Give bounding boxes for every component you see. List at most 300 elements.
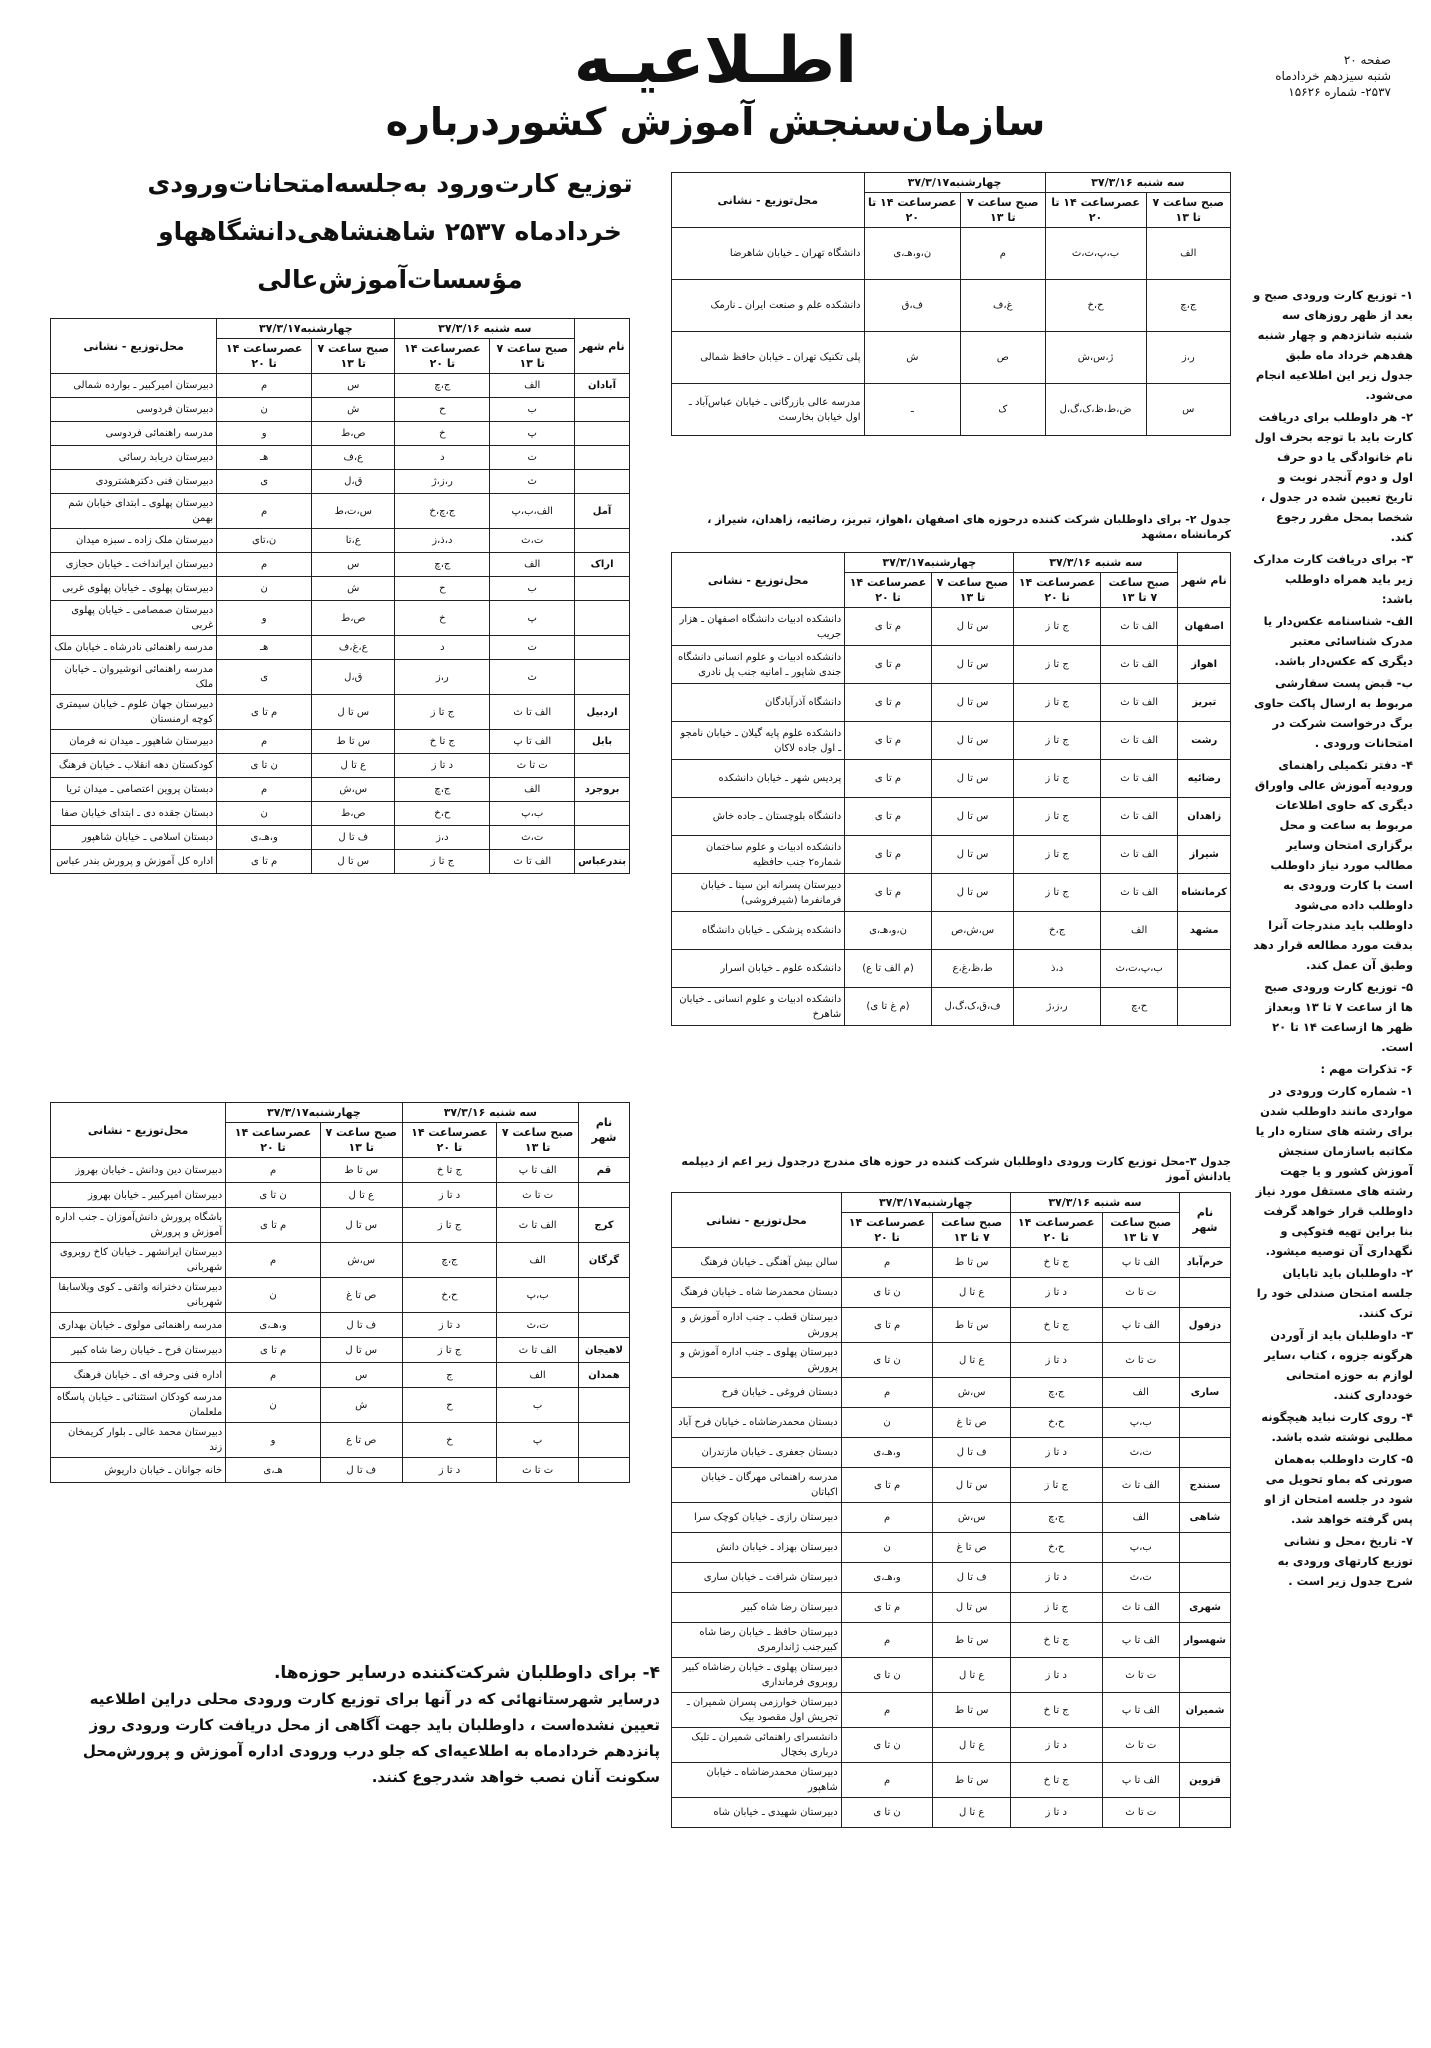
table-row — [672, 722, 1231, 760]
city-cell — [575, 601, 630, 636]
letters-cell: س — [312, 553, 395, 577]
city-cell: شهسوار — [1180, 1623, 1231, 1658]
address-cell: دانشکده علم و صنعت ایران ـ نارمک — [672, 280, 865, 332]
letters-cell: د — [395, 446, 490, 470]
letters-cell: الف — [497, 1363, 579, 1388]
address-cell: دبستان جعفری ـ خیابان مازندران — [672, 1438, 842, 1468]
table-row — [672, 608, 1231, 646]
table-row — [672, 798, 1231, 836]
letters-cell: ن تا ی — [841, 1343, 933, 1378]
letters-cell: ت،ث — [497, 1313, 579, 1338]
city-cell — [575, 754, 630, 778]
letters-cell: م تا ی — [217, 850, 312, 874]
address-cell: دانشکده ادبیات و علوم ساختمان شماره۲ جنب حافظیه — [672, 836, 845, 874]
letters-cell: ث — [490, 660, 575, 695]
wednesday-header: چهارشنبه۳۷/۳/۱۷ — [841, 1193, 1010, 1213]
address-cell: دبیرستان شهیدی ـ خیابان شاه — [672, 1798, 842, 1828]
instruction-paragraph: ۳- برای دریافت کارت مدارک زیر باید همراه داوطلب باشد: — [1253, 552, 1413, 606]
letters-cell: ن تا ی — [841, 1278, 933, 1308]
address-cell: دبستان جقده دی ـ ابتدای خیابان صفا — [51, 802, 217, 826]
issue-number: ۲۵۳۷- شماره ۱۵۶۲۶ — [1288, 85, 1391, 99]
city-cell — [1180, 1658, 1231, 1693]
letters-cell: الف تا ث — [1102, 1593, 1179, 1623]
table-row — [672, 280, 1231, 332]
letters-cell: م تا ی — [841, 1593, 933, 1623]
letters-cell: ح — [395, 398, 490, 422]
address-cell: خانه جوانان ـ خیابان داریوش — [51, 1458, 226, 1483]
address-cell: دبیرستان پهلوی ـ خیابان رضاشاه کبیر روبروی فرمانداری — [672, 1658, 842, 1693]
page-subtitle: سازمان‌سنجش آموزش کشوردرباره — [385, 100, 1046, 144]
letters-cell: ج — [402, 1363, 497, 1388]
time-header: عصرساعت ۱۴ تا ۲۰ — [1014, 573, 1101, 608]
table-row — [672, 1658, 1231, 1693]
address-cell: باشگاه پرورش دانش‌آموزان ـ جنب اداره آموزش و پرورش — [51, 1208, 226, 1243]
instruction-paragraph: ۳- داوطلبان باید از آوردن هرگونه جزوه ، کتاب ،سایر لوازم به حوزه امتحانی خودداری کنند. — [1264, 1328, 1413, 1402]
letters-cell: م تا ی — [226, 1338, 321, 1363]
section-4 — [60, 1660, 660, 1790]
letters-cell: ب — [490, 577, 575, 601]
address-cell: دبستان فروغی ـ خیابان فرح — [672, 1378, 842, 1408]
letters-cell: الف — [490, 778, 575, 802]
address-cell: دبیرستان دریابد رسائی — [51, 446, 217, 470]
letters-cell: ن — [841, 1408, 933, 1438]
letters-cell: پ — [490, 601, 575, 636]
letters-cell: ج تا ز — [1014, 646, 1101, 684]
letters-cell: ت تا ث — [1102, 1798, 1179, 1828]
time-header: عصرساعت ۱۴ تا ۲۰ — [402, 1123, 497, 1158]
letters-cell: ن — [217, 802, 312, 826]
letters-cell: الف تا ث — [1100, 684, 1178, 722]
letters-cell: ج تا ز — [1014, 836, 1101, 874]
letters-cell: ص تا غ — [933, 1533, 1010, 1563]
letters-cell: ف تا ل — [320, 1458, 402, 1483]
letters-cell: ج تا ز — [1010, 1468, 1102, 1503]
table-row — [51, 695, 630, 730]
table-row — [51, 1278, 630, 1313]
letters-cell: ع تا ل — [933, 1728, 1010, 1763]
header-row — [51, 1103, 630, 1123]
city-cell: قم — [579, 1158, 630, 1183]
city-cell: اصفهان — [1178, 608, 1231, 646]
letters-cell: ج تا ز — [395, 695, 490, 730]
letters-cell: م — [226, 1158, 321, 1183]
letters-cell: ح،خ — [1010, 1533, 1102, 1563]
address-cell: مدرسه کودکان استثنائی ـ خیابان پاسگاه ملعلمان — [51, 1388, 226, 1423]
letters-cell: ر،ز — [1146, 332, 1230, 384]
address-cell: دبیرستان فنی دکترهشترودی — [51, 470, 217, 494]
table-row — [672, 1593, 1231, 1623]
table2-caption: جدول ۲- برای داوطلبان شرکت کننده درحوزه های اصفهان ،اهواز، تبریز، رضائیه، زاهدان، شیراز ، کرمانشاه ،مشهد — [707, 513, 1231, 541]
letters-cell: س تا ل — [931, 646, 1014, 684]
letters-cell: د تا ز — [1010, 1563, 1102, 1593]
letters-cell: هـ — [217, 446, 312, 470]
letters-cell: ج تا خ — [1010, 1693, 1102, 1728]
letters-cell: ث — [490, 470, 575, 494]
letters-cell: د تا ز — [1010, 1798, 1102, 1828]
table-row — [672, 646, 1231, 684]
letters-cell: الف تا ث — [1100, 646, 1178, 684]
letters-cell: د،ذ — [1014, 950, 1101, 988]
letters-cell: س تا ط — [933, 1248, 1010, 1278]
table-row — [51, 850, 630, 874]
letters-cell: الف تا پ — [1102, 1693, 1179, 1728]
table-row — [672, 384, 1231, 436]
letters-cell: ف،ق — [864, 280, 961, 332]
letters-cell: د تا ز — [1010, 1658, 1102, 1693]
letters-cell: ن — [841, 1533, 933, 1563]
letters-cell: پ — [497, 1423, 579, 1458]
wednesday-header: چهارشنبه۳۷/۳/۱۷ — [845, 553, 1014, 573]
letters-cell: ج تا ز — [1014, 874, 1101, 912]
letters-cell: م — [841, 1248, 933, 1278]
city-cell: آمل — [575, 494, 630, 529]
city-cell: شهری — [1180, 1593, 1231, 1623]
table-row — [51, 470, 630, 494]
city-cell: زاهدان — [1178, 798, 1231, 836]
tuesday-header: سه شنبه ۳۷/۳/۱۶ — [1014, 553, 1178, 573]
address-cell: دبیرستان شرافت ـ خیابان ساری — [672, 1563, 842, 1593]
city-cell — [1180, 1533, 1231, 1563]
city-cell — [579, 1388, 630, 1423]
letters-cell: س — [312, 374, 395, 398]
time-header: صبح ساعت ۷ تا ۱۳ — [1146, 193, 1230, 228]
left-table-2 — [50, 1102, 630, 1483]
letters-cell: س تا ط — [312, 730, 395, 754]
letters-cell: ب — [497, 1388, 579, 1423]
address-cell: دبستان اسلامی ـ خیابان شاهپور — [51, 826, 217, 850]
address-cell: مدرسه عالی بازرگانی ـ خیابان عباس‌آباد ـ اول خیابان بخارست — [672, 384, 865, 436]
letters-cell: ک — [961, 384, 1045, 436]
letters-cell: ت تا ث — [497, 1458, 579, 1483]
wednesday-header: چهارشنبه۳۷/۳/۱۷ — [864, 173, 1045, 193]
table-row — [672, 1728, 1231, 1763]
letters-cell: س تا ل — [933, 1468, 1010, 1503]
place-header: محل‌توزیع - نشانی — [672, 553, 845, 608]
letters-cell: س،ش — [312, 778, 395, 802]
letters-cell: و،هـ،ی — [217, 826, 312, 850]
letters-cell: س تا ل — [931, 798, 1014, 836]
letters-cell: ج تا خ — [1010, 1623, 1102, 1658]
address-cell: مدرسه راهنمائی مولوی ـ خیابان بهداری — [51, 1313, 226, 1338]
letters-cell: ج تا ز — [1014, 684, 1101, 722]
letters-cell: ج،چ — [1010, 1503, 1102, 1533]
letters-cell: د،ز — [395, 826, 490, 850]
city-cell: سنندج — [1180, 1468, 1231, 1503]
letters-cell: ن تا ی — [841, 1728, 933, 1763]
address-cell: دبیرستان پهلوی ـ ابتدای خیابان شم بهمن — [51, 494, 217, 529]
letters-cell: ص تا ع — [320, 1423, 402, 1458]
address-cell: دبیرستان امیرکبیر ـ خیابان بهروز — [51, 1183, 226, 1208]
city-cell: کرمانشاه — [1178, 874, 1231, 912]
table-row — [51, 778, 630, 802]
time-header: صبح ساعت ۷ تا ۱۳ — [961, 193, 1045, 228]
letters-cell: ح،خ — [1010, 1408, 1102, 1438]
letters-cell: هـ،ی — [226, 1458, 321, 1483]
table-row — [51, 754, 630, 778]
letters-cell: و،هـ،ی — [841, 1563, 933, 1593]
table-row — [51, 1458, 630, 1483]
table-row — [672, 684, 1231, 722]
table-row — [672, 1798, 1231, 1828]
letters-cell: ب،پ — [1102, 1408, 1179, 1438]
table-row — [672, 1248, 1231, 1278]
letters-cell: ژ،س،ش — [1045, 332, 1146, 384]
letters-cell: س،ش،ص — [931, 912, 1014, 950]
letters-cell: خ — [402, 1423, 497, 1458]
table-row — [672, 988, 1231, 1026]
address-cell: دانشگاه بلوچستان ـ جاده خاش — [672, 798, 845, 836]
letters-cell: د تا ز — [1010, 1728, 1102, 1763]
letters-cell: ن،تای — [217, 529, 312, 553]
letters-cell: ف،ق،ک،گ،ل — [931, 988, 1014, 1026]
letters-cell: ن — [217, 577, 312, 601]
letters-cell: م — [217, 778, 312, 802]
letters-cell: ع،غ،ف — [312, 636, 395, 660]
letters-cell: م — [841, 1763, 933, 1798]
letters-cell: ع تا ل — [933, 1658, 1010, 1693]
address-cell: مدرسه راهنمائی فردوسی — [51, 422, 217, 446]
table-row — [51, 494, 630, 529]
letters-cell: ج تا خ — [1010, 1248, 1102, 1278]
city-cell — [1180, 1343, 1231, 1378]
letters-cell: ر،ز،ژ — [1014, 988, 1101, 1026]
letters-cell: س تا ل — [312, 695, 395, 730]
table-row — [672, 1438, 1231, 1468]
letters-cell: س تا ل — [931, 608, 1014, 646]
letters-cell: ق،ل — [312, 660, 395, 695]
letters-cell: الف — [497, 1243, 579, 1278]
city-cell — [575, 446, 630, 470]
city-cell: اردبیل — [575, 695, 630, 730]
letters-cell: ب،پ — [490, 802, 575, 826]
table-row — [672, 332, 1231, 384]
city-cell: اراک — [575, 553, 630, 577]
letters-cell: الف تا پ — [1102, 1308, 1179, 1343]
letters-cell: الف تا پ — [1102, 1248, 1179, 1278]
letters-cell: ت تا ث — [1102, 1343, 1179, 1378]
letters-cell: ح — [402, 1388, 497, 1423]
table-row — [51, 1208, 630, 1243]
table-row — [51, 1363, 630, 1388]
letters-cell: س تا ط — [320, 1158, 402, 1183]
letters-cell: س تا ل — [931, 836, 1014, 874]
left-heading-line: توزیع کارت‌ورود به‌جلسه‌امتحانات‌ورودی — [147, 169, 633, 198]
letters-cell: ح،خ — [1045, 280, 1146, 332]
table-row — [51, 1423, 630, 1458]
letters-cell: ج تا ز — [1014, 798, 1101, 836]
letters-cell: ش — [320, 1388, 402, 1423]
letters-cell: ن تا ی — [217, 754, 312, 778]
address-cell: اداره کل آموزش و پرورش بندر عباس — [51, 850, 217, 874]
letters-cell: س تا ل — [320, 1338, 402, 1363]
letters-cell: م — [217, 730, 312, 754]
letters-cell: پ — [490, 422, 575, 446]
city-cell: بابل — [575, 730, 630, 754]
letters-cell: د تا ز — [402, 1313, 497, 1338]
city-cell: رشت — [1178, 722, 1231, 760]
address-cell: دبیرستان رضا شاه کبیر — [672, 1593, 842, 1623]
letters-cell: ط،ظ،غ،ع — [931, 950, 1014, 988]
table-row — [672, 1408, 1231, 1438]
letters-cell: ج،خ — [1014, 912, 1101, 950]
city-cell — [1180, 1438, 1231, 1468]
letters-cell: ت — [490, 636, 575, 660]
letters-cell: ص،ط — [312, 422, 395, 446]
letters-cell: م — [217, 494, 312, 529]
instruction-paragraph: ب- قبض پست سفارشی مربوط به ارسال پاکت حاوی برگ درخواست شرکت در امتحانات ورودی . — [1253, 676, 1413, 750]
address-cell: دبیرستان محمد عالی ـ بلوار کریمخان زند — [51, 1423, 226, 1458]
table-row — [51, 1313, 630, 1338]
letters-cell: ـ — [864, 384, 961, 436]
letters-cell: ت تا ث — [1102, 1658, 1179, 1693]
letters-cell: ج تا ز — [1014, 608, 1101, 646]
letters-cell: (م الف تا ع) — [845, 950, 932, 988]
city-cell — [1178, 988, 1231, 1026]
city-cell: شمیران — [1180, 1693, 1231, 1728]
letters-cell: ع تا ل — [312, 754, 395, 778]
city-cell — [1180, 1278, 1231, 1308]
address-cell: دبیرستان دین ودانش ـ خیابان بهروز — [51, 1158, 226, 1183]
letters-cell: ع تا ل — [933, 1343, 1010, 1378]
table-row — [51, 446, 630, 470]
left-heading — [130, 160, 650, 304]
address-cell: دبیرستان امیرکبیر ـ بوارده شمالی — [51, 374, 217, 398]
tuesday-header: سه شنبه ۳۷/۳/۱۶ — [402, 1103, 578, 1123]
city-cell: کرج — [579, 1208, 630, 1243]
table-row — [672, 1378, 1231, 1408]
letters-cell: ب،پ،ت،ث — [1100, 950, 1178, 988]
time-header: صبح ساعت ۷ تا ۱۳ — [490, 339, 575, 374]
city-cell: بندرعباس — [575, 850, 630, 874]
letters-cell: د،ذ،ز — [395, 529, 490, 553]
letters-cell: م تا ی — [845, 646, 932, 684]
header-row — [672, 553, 1231, 573]
table-row — [51, 1388, 630, 1423]
letters-cell: م — [841, 1378, 933, 1408]
letters-cell: الف تا ث — [1100, 760, 1178, 798]
city-cell — [575, 577, 630, 601]
letters-cell: ج تا خ — [395, 730, 490, 754]
address-cell: دانشکده علوم پایه گیلان ـ خیابان نامجو ـ اول جاده لاکان — [672, 722, 845, 760]
table-row — [51, 398, 630, 422]
instruction-paragraph: الف- شناسنامه عکس‌دار یا مدرک شناسائی معتبر دیگری که عکس‌دار باشد. — [1263, 614, 1413, 668]
letters-cell: س تا ل — [931, 874, 1014, 912]
letters-cell: م تا ی — [845, 722, 932, 760]
issue-date: شنبه سیزدهم خردادماه — [1275, 69, 1391, 83]
letters-cell: ج تا ز — [1010, 1593, 1102, 1623]
letters-cell: ص،ط — [312, 802, 395, 826]
address-cell: دبیرستان صمصامی ـ خیابان پهلوی غربی — [51, 601, 217, 636]
letters-cell: و،هـ،ی — [226, 1313, 321, 1338]
letters-cell: ت تا ث — [1102, 1728, 1179, 1763]
letters-cell: الف — [1146, 228, 1230, 280]
letters-cell: ف تا ل — [312, 826, 395, 850]
letters-cell: ج،چ — [395, 374, 490, 398]
address-cell: دانشکده علوم ـ خیابان اسرار — [672, 950, 845, 988]
time-header: عصرساعت ۱۴ تا ۲۰ — [845, 573, 932, 608]
letters-cell: ص تا غ — [320, 1278, 402, 1313]
time-header: صبح ساعت ۷ تا ۱۳ — [320, 1123, 402, 1158]
instruction-paragraph: ۶- تذکرات مهم : — [1320, 1062, 1413, 1076]
city-cell — [575, 802, 630, 826]
city-cell — [579, 1278, 630, 1313]
letters-cell: ص،ط — [312, 601, 395, 636]
table-row — [672, 1693, 1231, 1728]
city-header: نام شهر — [1178, 553, 1231, 608]
letters-cell: ع،تا — [312, 529, 395, 553]
address-cell: پلی تکنیک تهران ـ خیابان حافظ شمالی — [672, 332, 865, 384]
city-cell: اهواز — [1178, 646, 1231, 684]
table-row — [672, 1343, 1231, 1378]
letters-cell: الف — [1102, 1503, 1179, 1533]
letters-cell: ت،ث — [490, 826, 575, 850]
letters-cell: ن — [226, 1388, 321, 1423]
letters-cell: م — [841, 1693, 933, 1728]
table-row — [672, 836, 1231, 874]
address-cell: دبیرستان پهلوی ـ خیابان پهلوی غربی — [51, 577, 217, 601]
letters-cell: ج،چ — [1010, 1378, 1102, 1408]
letters-cell: م تا ی — [845, 608, 932, 646]
city-cell — [579, 1423, 630, 1458]
letters-cell: الف تا ث — [1100, 608, 1178, 646]
letters-cell: س،ش — [320, 1243, 402, 1278]
letters-cell: د تا ز — [402, 1458, 497, 1483]
letters-cell: ح،چ — [1100, 988, 1178, 1026]
table-row — [672, 1503, 1231, 1533]
address-cell: دبیرستان پهلوی ـ جنب اداره آموزش و پرورش — [672, 1343, 842, 1378]
letters-cell: الف تا ث — [490, 695, 575, 730]
time-header: عصرساعت ۱۴ تا ۲۰ — [1045, 193, 1146, 228]
letters-cell: م تا ی — [845, 874, 932, 912]
address-cell: دبیرستان دخترانه واثقی ـ کوی ویلاسابقا شهربانی — [51, 1278, 226, 1313]
time-header: عصرساعت ۱۴ تا ۲۰ — [217, 339, 312, 374]
city-cell: بروجرد — [575, 778, 630, 802]
letters-cell: س تا ط — [933, 1308, 1010, 1343]
letters-cell: د تا ز — [1010, 1438, 1102, 1468]
letters-cell: ج،چ — [395, 553, 490, 577]
city-cell — [1180, 1408, 1231, 1438]
letters-cell: ج تا ز — [395, 850, 490, 874]
table-row — [51, 660, 630, 695]
letters-cell: ص — [961, 332, 1045, 384]
time-header: عصرساعت ۱۴ تا ۲۰ — [395, 339, 490, 374]
table-row — [51, 636, 630, 660]
letters-cell: ج تا ز — [1014, 722, 1101, 760]
city-cell — [579, 1458, 630, 1483]
letters-cell: خ — [395, 422, 490, 446]
tuesday-header: سه شنبه ۳۷/۳/۱۶ — [1010, 1193, 1179, 1213]
letters-cell: ن — [226, 1278, 321, 1313]
letters-cell: ص تا غ — [933, 1408, 1010, 1438]
city-cell: مشهد — [1178, 912, 1231, 950]
letters-cell: ب،پ — [1102, 1533, 1179, 1563]
letters-cell: س تا ل — [320, 1208, 402, 1243]
address-cell: سالن بیش آهنگی ـ خیابان فرهنگ — [672, 1248, 842, 1278]
place-header: محل‌توزیع - نشانی — [51, 319, 217, 374]
letters-cell: و — [217, 422, 312, 446]
address-cell: دانشکده ادبیات و علوم انسانی دانشگاه جندی شاپور ـ امانیه جنب پل نادری — [672, 646, 845, 684]
letters-cell: ب،پ — [497, 1278, 579, 1313]
left-heading-line: خردادماه ۲۵۳۷ شاهنشاهی‌دانشگاههاو — [158, 217, 622, 246]
letters-cell: الف — [1100, 912, 1178, 950]
letters-cell: ع تا ل — [320, 1183, 402, 1208]
city-cell — [1180, 1728, 1231, 1763]
letters-cell: ن تا ی — [226, 1183, 321, 1208]
city-cell — [575, 470, 630, 494]
city-cell: لاهیجان — [579, 1338, 630, 1363]
table-row — [51, 802, 630, 826]
table-row — [672, 1563, 1231, 1593]
